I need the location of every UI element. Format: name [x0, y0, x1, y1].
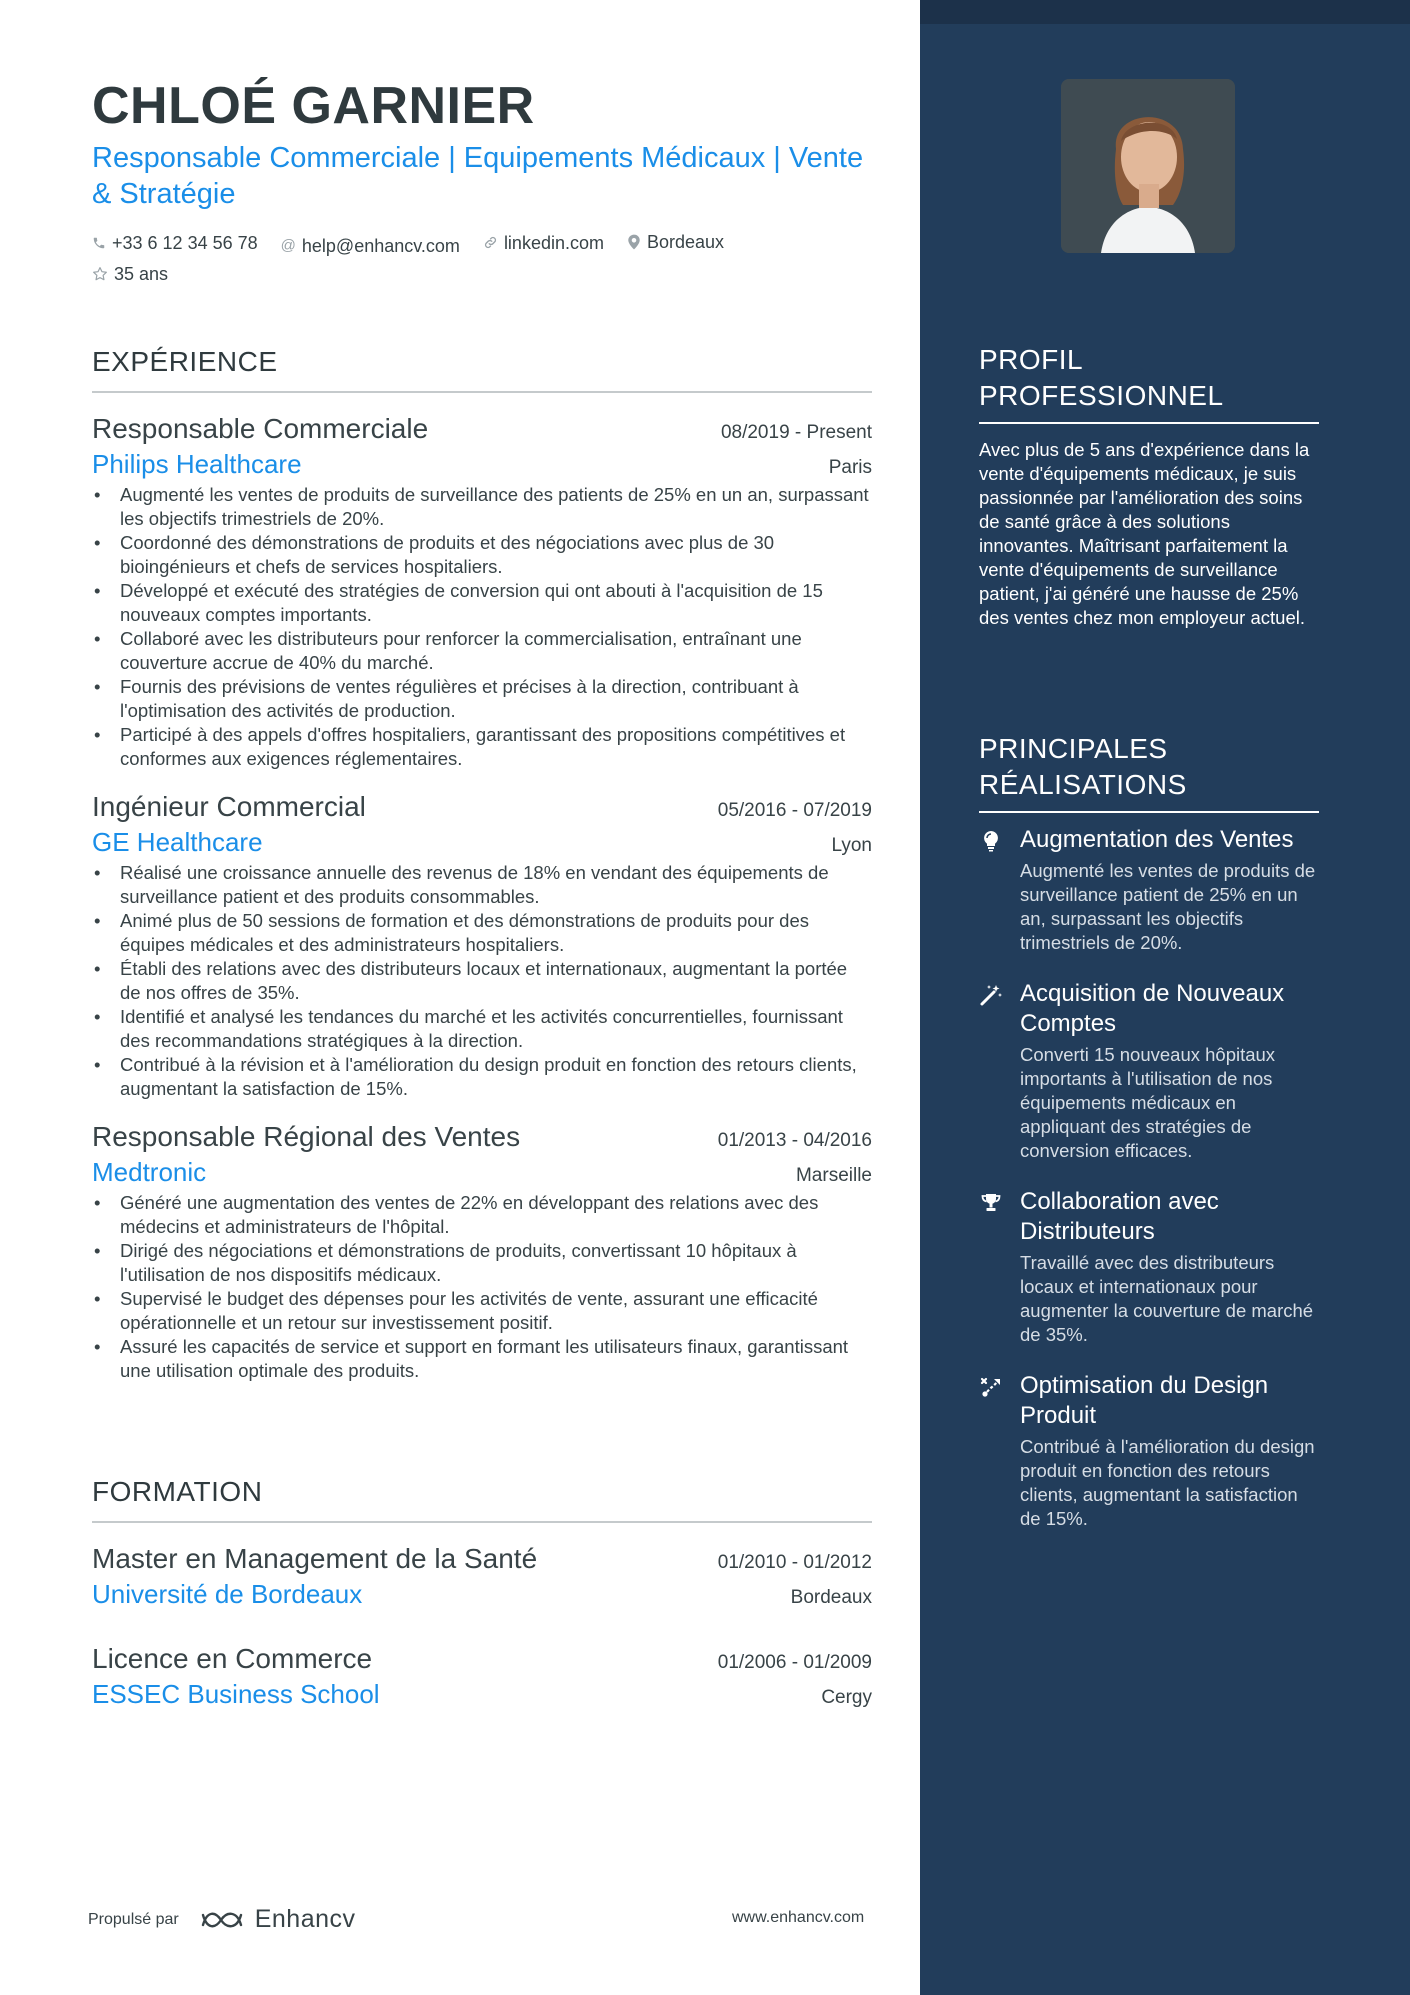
bullet-item: • Fournis des prévisions de ventes régulières et précises à la direction, contribuant à l'optimisation des activités de production.: [120, 675, 872, 723]
footer-website[interactable]: www.enhancv.com: [732, 1909, 865, 1926]
strategy-icon: [979, 1375, 1003, 1399]
achievement-item: [979, 1371, 1319, 1531]
job-title: Ingénieur Commercial: [92, 791, 366, 822]
experience-entry: [92, 789, 872, 1101]
section-divider: [92, 1521, 872, 1523]
contact-location: [627, 228, 724, 256]
experience-title: EXPÉRIENCE: [92, 346, 278, 377]
education-title: FORMATION: [92, 1476, 263, 1507]
bullet-item: • Réalisé une croissance annuelle des revenus de 18% en vendant des équipements de surveillance patient et des produits consommables.: [120, 861, 872, 909]
bullet-item: • Contribué à la révision et à l'amélioration du design produit en fonction des retours clients, augmentant la satisfaction de 15%.: [120, 1053, 872, 1101]
email-text: help@enhancv.com: [301, 236, 460, 256]
star-icon: [92, 266, 108, 282]
location-text: Bordeaux: [647, 232, 725, 252]
job-bullets: [92, 483, 872, 771]
bullet-item: • Participé à des appels d'offres hospitaliers, garantissant des propositions compétitives et conformes aux exigences réglementaires.: [120, 723, 872, 771]
bullet-item: • Coordonné des démonstrations de produits et des négociations avec plus de 30 bioingénieurs et chefs de services hospitaliers.: [120, 531, 872, 579]
experience-entry: [92, 411, 872, 771]
brand-text: Enhancv: [254, 1905, 356, 1933]
education-section: [92, 1475, 872, 1711]
achievement-item: [979, 825, 1319, 955]
achievement-title: Acquisition de Nouveaux Comptes: [1020, 980, 1285, 1037]
job-title: Responsable Commerciale: [92, 413, 429, 444]
contact-phone[interactable]: [92, 229, 258, 257]
job-bullets: [92, 861, 872, 1101]
bullet-item: • Augmenté les ventes de produits de surveillance des patients de 25% en un an, surpassant les objectifs trimestriels de 20%.: [120, 483, 872, 531]
bullet-item: • Supervisé le budget des dépenses pour les activités de vente, assurant une efficacité opérationnelle et un retour sur investissement positif.: [120, 1287, 872, 1335]
experience-section: [92, 345, 872, 1383]
lightbulb-icon: [979, 829, 1003, 853]
bullet-item: • Dirigé des négociations et démonstrations de produits, convertissant 10 hôpitaux à l'utilisation de nos dispositifs médicaux.: [120, 1239, 872, 1287]
achievement-item: [979, 1187, 1319, 1347]
achievement-title: Collaboration avec Distributeurs: [1020, 1188, 1219, 1245]
school-name: Université de Bordeaux: [92, 1579, 363, 1609]
company-name: Medtronic: [92, 1157, 207, 1187]
achievement-desc: Travaillé avec des distributeurs locaux et internationaux pour augmenter la couverture de marché de 35%.: [1020, 1252, 1314, 1345]
bullet-item: • Collaboré avec les distributeurs pour renforcer la commercialisation, entraînant une couverture accrue de 40% du marché.: [120, 627, 872, 675]
job-dates: 08/2019 - Present: [720, 422, 872, 443]
linkedin-text: linkedin.com: [503, 232, 604, 253]
job-location: Paris: [828, 457, 872, 478]
degree-title: Licence en Commerce: [92, 1643, 373, 1674]
enhancv-logo-icon: [199, 1909, 245, 1931]
achievements-title: PRINCIPALES RÉALISATIONS: [979, 733, 1187, 800]
job-bullets: [92, 1191, 872, 1383]
section-divider: [979, 422, 1319, 424]
powered-by-text: Propulsé par: [88, 1910, 179, 1928]
contact-email[interactable]: [281, 232, 460, 260]
job-location: Marseille: [795, 1165, 872, 1186]
at-icon: @: [280, 237, 296, 254]
candidate-name: CHLOÉ GARNIER: [92, 77, 535, 135]
bullet-item: • Animé plus de 50 sessions de formation et des démonstrations de produits pour des équipes médicales et des administrateurs hospitaliers.: [120, 909, 872, 957]
section-divider: [92, 391, 872, 393]
age-text: 35 ans: [114, 264, 169, 284]
education-entry: [92, 1641, 872, 1711]
profile-title: PROFIL PROFESSIONNEL: [979, 344, 1224, 411]
job-dates: 05/2016 - 07/2019: [717, 800, 872, 821]
bullet-item: • Développé et exécuté des stratégies de conversion qui ont abouti à l'acquisition de 15 nouveaux comptes importants.: [120, 579, 872, 627]
bullet-item: • Assuré les capacités de service et support en formant les utilisateurs finaux, garantissant une utilisation optimale des produits.: [120, 1335, 872, 1383]
job-location: Lyon: [831, 835, 872, 856]
education-entry: [92, 1541, 872, 1611]
bullet-item: • Généré une augmentation des ventes de 22% en développant des relations avec des médecins et administrateurs de l'hôpital.: [120, 1191, 872, 1239]
achievement-desc: Converti 15 nouveaux hôpitaux importants à l'utilisation de nos équipements médicaux en appliquant des stratégies de conversion efficaces.: [1020, 1044, 1276, 1161]
school-location: Bordeaux: [790, 1587, 872, 1608]
bullet-item: • Établi des relations avec des distributeurs locaux et internationaux, augmentant la portée de nos offres de 35%.: [120, 957, 872, 1005]
sidebar: [920, 0, 1410, 1995]
achievements-section: [979, 731, 1319, 1531]
trophy-icon: [979, 1191, 1003, 1215]
achievement-title: Augmentation des Ventes: [1020, 826, 1294, 853]
contact-info: [92, 228, 872, 290]
job-title: Responsable Régional des Ventes: [92, 1121, 521, 1152]
phone-text: +33 6 12 34 56 78: [112, 233, 258, 253]
education-dates: 01/2006 - 01/2009: [717, 1652, 872, 1673]
footer-powered-by: [88, 1905, 356, 1934]
contact-linkedin[interactable]: [483, 229, 604, 257]
contact-age: [92, 260, 168, 288]
phone-icon: [92, 236, 106, 250]
school-location: Cergy: [821, 1687, 872, 1708]
experience-entry: [92, 1119, 872, 1383]
section-divider: [979, 811, 1319, 813]
achievement-desc: Contribué à l'amélioration du design produit en fonction des retours clients, augmentant la satisfaction de 15%.: [1020, 1436, 1315, 1529]
magic-wand-icon: [979, 983, 1003, 1007]
education-dates: 01/2010 - 01/2012: [717, 1552, 872, 1573]
degree-title: Master en Management de la Santé: [92, 1543, 538, 1574]
enhancv-logo[interactable]: [199, 1905, 356, 1934]
job-dates: 01/2013 - 04/2016: [717, 1130, 872, 1151]
achievement-item: [979, 979, 1319, 1163]
profile-photo: [1061, 79, 1235, 253]
profile-text: Avec plus de 5 ans d'expérience dans la vente d'équipements médicaux, je suis passionnée par l'amélioration des soins de santé grâce à des solutions innovantes. Maîtrisant parfaitement la vente d'équipements de surveillance patient, j'ai généré une hausse de 25% des ventes chez mon employeur actuel.: [979, 439, 1310, 628]
achievement-desc: Augmenté les ventes de produits de surveillance patient de 25% en un an, surpassant les objectifs trimestriels de 20%.: [1020, 860, 1316, 953]
company-name: GE Healthcare: [92, 827, 263, 857]
bullet-item: • Identifié et analysé les tendances du marché et les activités concurrentielles, fournissant des recommandations stratégiques à la direction.: [120, 1005, 872, 1053]
link-icon: [483, 235, 498, 250]
school-name: ESSEC Business School: [92, 1679, 380, 1709]
location-pin-icon: [627, 234, 641, 250]
profile-section: [979, 342, 1319, 630]
headline: Responsable Commerciale | Equipements Médicaux | Vente & Stratégie: [92, 142, 864, 210]
achievement-title: Optimisation du Design Produit: [1020, 1372, 1269, 1429]
company-name: Philips Healthcare: [92, 449, 302, 479]
sidebar-top-bar: [920, 0, 1410, 24]
